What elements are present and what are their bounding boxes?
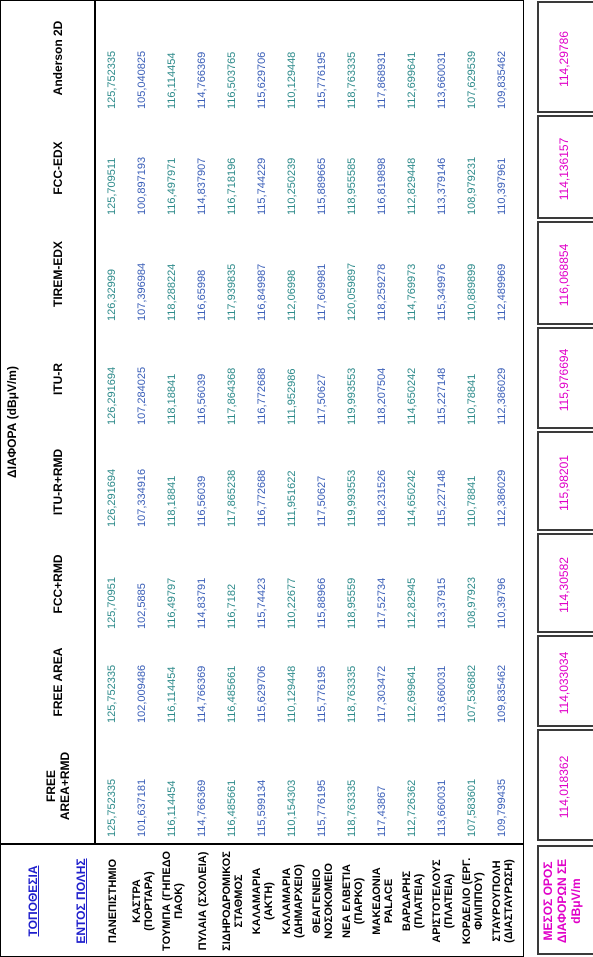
table-cell: 126,291694 [106, 468, 118, 527]
table-cell: 107,536882 [466, 664, 478, 723]
table-cell: 118,95559 [346, 577, 358, 629]
table-cell: 113,379146 [436, 157, 448, 215]
table-cell: 110,129448 [286, 665, 298, 723]
table-cell: 113,37915 [436, 577, 448, 629]
header-divider [94, 0, 96, 845]
table-cell: 115,629706 [256, 665, 268, 723]
table-cell: 100,897193 [136, 156, 148, 215]
table-cell: 110,39796 [496, 577, 508, 629]
table-cell: 119,993553 [346, 469, 358, 527]
table-cell: 111,952986 [286, 368, 298, 425]
table-cell: 118,955585 [346, 157, 358, 215]
table-cell: 116,114454 [166, 780, 178, 837]
table-cell: 116,56039 [196, 373, 208, 425]
table-cell: 112,386029 [496, 367, 508, 425]
table-cell: 110,250239 [286, 157, 298, 215]
table-cell: 112,82945 [406, 577, 418, 629]
row-location: ΚΑΣΤΡΑ (ΠΟΡΤΑΡΑ) [131, 871, 155, 931]
average-value: 115,976694 [557, 348, 571, 412]
table-cell: 116,503765 [226, 51, 238, 109]
table-cell: 109,835462 [496, 664, 508, 723]
table-cell: 114,766369 [196, 779, 208, 837]
table-cell: 113,660031 [436, 665, 448, 723]
table-cell: 116,7182 [226, 583, 238, 629]
table-cell: 101,637181 [136, 778, 148, 837]
table-cell: 126,32999 [106, 269, 118, 321]
table-cell: 116,819898 [376, 157, 388, 215]
section-label: ΕΝΤΟΣ ΠΟΛΗΣ [74, 858, 88, 944]
row-location: ΣΙΔΗΡΟΔΡΟΜΙΚΟΣ ΣΤΑΘΜΟΣ [221, 851, 245, 951]
row-location: ΑΡΙΣΤΟΤΕΛΟΥΣ (ΠΛΑΤΕΙΑ) [431, 859, 455, 943]
location-header [2, 847, 64, 955]
column-header: FCC+RMD [24, 533, 92, 635]
table-cell: 112,06998 [286, 269, 298, 321]
section-header [70, 847, 92, 955]
table-cell: 118,231526 [376, 469, 388, 527]
table-cell: 116,772688 [256, 367, 268, 425]
table-cell: 118,259278 [376, 263, 388, 321]
table-cell: 117,939835 [226, 263, 238, 321]
table-cell: 118,18841 [166, 373, 178, 425]
table-cell: 120,059897 [346, 262, 358, 321]
average-value: 114,30582 [557, 557, 571, 613]
table-cell: 117,50627 [316, 475, 328, 527]
average-label: ΜΕΣΟΣ ΟΡΟΣ ΔΙΑΦΟΡΩΝ ΣΕ dBμV/m [541, 858, 583, 944]
table-cell: 118,18841 [166, 475, 178, 527]
column-header: ITU-R+RMD [24, 431, 92, 533]
table-cell: 117,43867 [376, 785, 388, 837]
table-cell: 105,040825 [136, 50, 148, 109]
row-location: ΚΑΛΑΜΑΡΙΑ (ΔΗΜΑΡΧΕΙΟ) [281, 864, 305, 938]
average-value: 115,98201 [557, 455, 571, 511]
table-cell: 110,154303 [286, 779, 298, 837]
table-cell: 126,291694 [106, 366, 118, 425]
table-border-top [0, 0, 1, 957]
table-cell: 112,829448 [406, 157, 418, 215]
table-cell: 114,650242 [406, 367, 418, 425]
table-cell: 113,660031 [436, 51, 448, 109]
table-cell: 116,56039 [196, 475, 208, 527]
table-cell: 116,772688 [256, 469, 268, 527]
table-cell: 110,889899 [466, 263, 478, 321]
table-cell: 113,660031 [436, 779, 448, 837]
table-cell: 115,599134 [256, 779, 268, 837]
table-cell: 112,699641 [406, 665, 418, 723]
table-cell: 102,009486 [136, 664, 148, 723]
row-location: ΣΤΑΥΡΟΥΠΟΛΗ (ΔΙΑΣΤΑΥΡΩΣΗ) [491, 859, 515, 943]
average-value: 114,29786 [557, 31, 571, 87]
table-cell: 116,485661 [226, 665, 238, 723]
table-cell: 112,386029 [496, 469, 508, 527]
table-cell: 125,752335 [106, 664, 118, 723]
table-cell: 116,497971 [166, 157, 178, 215]
table-cell: 125,709511 [106, 157, 118, 215]
table-cell: 117,864368 [226, 367, 238, 425]
table-cell: 107,396984 [136, 262, 148, 321]
table-cell: 118,763335 [346, 779, 358, 837]
row-location: ΠΥΛΑΙΑ (ΣΧΟΛΕΙΑ) [197, 851, 209, 951]
table-cell: 114,766369 [196, 51, 208, 109]
row-location: ΘΕΑΓΕΝΕΙΟ ΝΟΣΟΚΟΜΕΙΟ [311, 863, 335, 939]
table-cell: 107,583601 [466, 778, 478, 837]
table-cell: 112,489969 [496, 263, 508, 321]
row-location: ΝΕΑ ΕΛΒΕΤΙΑ (ΠΑΡΚΟ) [341, 864, 365, 938]
column-header: FREE AREA [24, 635, 92, 729]
table-cell: 125,70951 [106, 577, 118, 629]
table-cell: 117,609981 [316, 263, 328, 321]
table-cell: 110,22677 [286, 577, 298, 629]
table-cell: 115,776195 [316, 665, 328, 723]
row-location: ΚΑΛΑΜΑΡΙΑ (ΑΚΤΗ) [251, 867, 275, 935]
table-cell: 116,718196 [226, 157, 238, 215]
table-cell: 108,979231 [466, 156, 478, 215]
table-cell: 110,78841 [466, 373, 478, 425]
table-cell: 116,65998 [196, 269, 208, 321]
group-header-label: ΔΙΑΦΟΡΑ (dBμV/m) [5, 366, 19, 478]
table-cell: 119,993553 [346, 367, 358, 425]
table-cell: 107,284025 [136, 366, 148, 425]
table-cell: 109,799435 [496, 778, 508, 837]
table-cell: 111,951622 [286, 470, 298, 527]
row-location: ΠΑΝΕΠΙΣΤΗΜΙΟ [107, 858, 119, 944]
table-cell: 115,227148 [436, 469, 448, 527]
row-location: ΜΑΚΕΔΟΝΙΑ PALACE [371, 867, 395, 935]
table-cell: 116,114454 [166, 666, 178, 723]
table-cell: 117,868931 [376, 51, 388, 109]
table-cell: 107,334916 [136, 468, 148, 527]
table-cell: 116,114454 [166, 52, 178, 109]
table-cell: 115,227148 [436, 367, 448, 425]
table-cell: 125,752335 [106, 50, 118, 109]
average-value: 116,068854 [557, 243, 571, 307]
table-cell: 117,52734 [376, 577, 388, 629]
row-location: ΚΟΡΔΕΛΙΟ (ΕΡΓ. ΦΙΛΙΠΠΟΥ) [461, 857, 485, 945]
table-cell: 107,629539 [466, 50, 478, 109]
location-header-label: ΤΟΠΟΘΕΣΙΑ [26, 865, 40, 937]
average-value: 114,018362 [557, 755, 571, 819]
table-cell: 115,889665 [316, 157, 328, 215]
table-cell: 114,650242 [406, 469, 418, 527]
table-cell: 115,629706 [256, 51, 268, 109]
table-cell: 115,88966 [316, 577, 328, 629]
table-border-bottom [523, 0, 524, 957]
table-cell: 115,776195 [316, 779, 328, 837]
table-cell: 117,50627 [316, 373, 328, 425]
table-cell: 115,744229 [256, 157, 268, 215]
table-cell: 102,5885 [136, 583, 148, 629]
location-column-divider [0, 843, 524, 845]
column-header: ITU-R [24, 327, 92, 431]
row-location: ΤΟΥΜΠΑ (ΓΗΠΕΔΟ ΠΑΟΚ) [161, 851, 185, 951]
table-cell: 110,397961 [496, 157, 508, 215]
table-cell: 115,349976 [436, 263, 448, 321]
table-cell: 118,207504 [376, 367, 388, 425]
table-cell: 110,78841 [466, 475, 478, 527]
table-cell: 125,752335 [106, 778, 118, 837]
table-cell: 116,485661 [226, 779, 238, 837]
column-header: TIREM-EDX [24, 221, 92, 327]
group-header [2, 1, 22, 843]
table-cell: 112,726362 [406, 779, 418, 837]
table-cell: 117,865238 [226, 469, 238, 527]
table-cell: 118,763335 [346, 665, 358, 723]
table-cell: 118,763335 [346, 51, 358, 109]
table-cell: 114,837907 [196, 157, 208, 215]
table-cell: 117,303472 [376, 665, 388, 723]
average-value: 114,033034 [557, 651, 571, 715]
average-value: 114,136157 [557, 137, 571, 201]
table-cell: 112,699641 [406, 51, 418, 109]
column-header: Anderson 2D [24, 1, 92, 115]
column-header: FREE AREA+RMD [24, 729, 92, 843]
table-cell: 118,288224 [166, 263, 178, 321]
table-cell: 114,769973 [406, 263, 418, 321]
table-cell: 114,83791 [196, 577, 208, 629]
column-header: FCC-EDX [24, 115, 92, 221]
table-cell: 114,766369 [196, 665, 208, 723]
table-cell: 115,776195 [316, 51, 328, 109]
table-cell: 115,74423 [256, 577, 268, 629]
table-cell: 116,49797 [166, 577, 178, 629]
table-cell: 116,849987 [256, 263, 268, 321]
table-cell: 108,97923 [466, 577, 478, 629]
row-location: ΒΑΡΔΑΡΗΣ (ΠΛΑΤΕΙΑ) [401, 870, 425, 932]
table-cell: 110,129448 [286, 51, 298, 109]
table-cell: 109,835462 [496, 50, 508, 109]
